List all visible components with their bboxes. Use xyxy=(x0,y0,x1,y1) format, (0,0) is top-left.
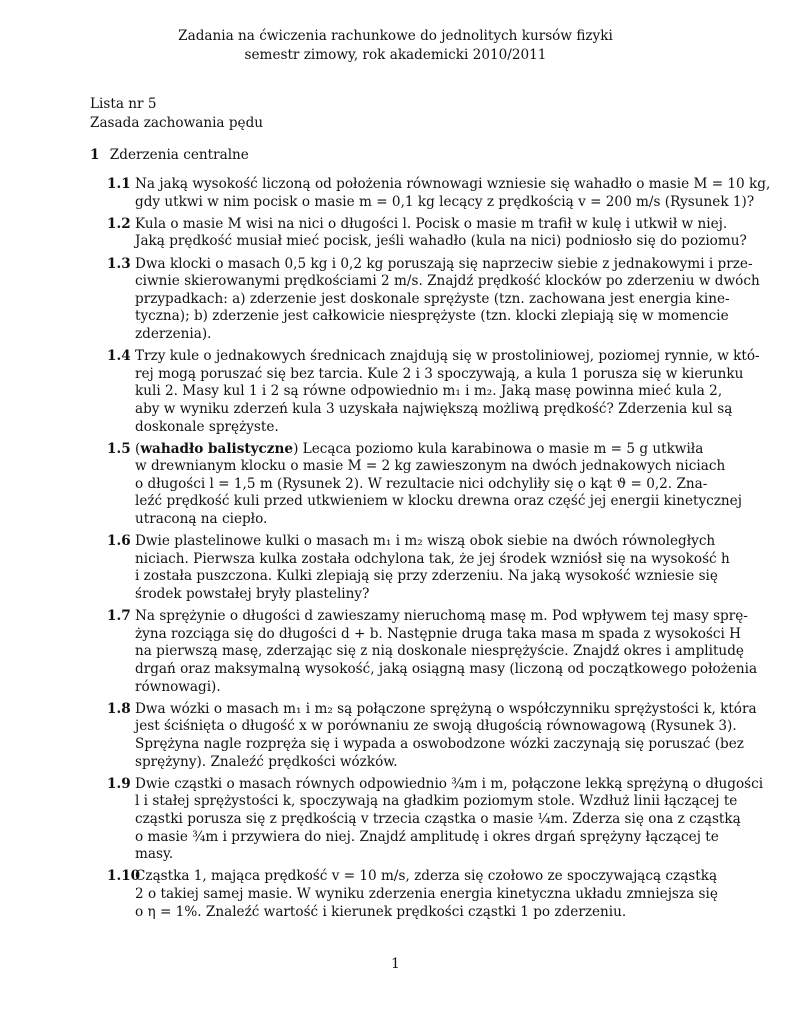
problem-item xyxy=(90,440,742,529)
problem-text-line: o η = 1%. Znaleźć wartość i kierunek prędkości cząstki 1 po zderzeniu. xyxy=(135,903,627,920)
problem-text-line: żyna rozciąga się do długości d + b. Następnie druga taka masa m spada z wysokości H xyxy=(135,625,742,642)
problem-text-line: przypadkach: a) zderzenie jest doskonale sprężyste (tzn. zachowana jest energia kine- xyxy=(135,290,730,307)
problem-text-line: ciwnie skierowanymi prędkościami 2 m/s. Znajdź prędkość klocków po zderzeniu w dwóch xyxy=(135,273,760,290)
problem-text-line: aby w wyniku zderzeń kula 3 uzyskała największą możliwą prędkość? Zderzenia kul są xyxy=(135,400,733,417)
problem-item xyxy=(90,608,758,696)
problem-list xyxy=(90,176,771,926)
problem-text-line: na pierwszą masę, zderzając się z nią doskonale niesprężyście. Znajdź okres i amplitudę xyxy=(135,643,744,660)
problem-number: 1.1 xyxy=(107,176,131,192)
problem-number: 1.7 xyxy=(107,608,131,625)
problem-number: 1.9 xyxy=(107,775,131,792)
problem-text-line: Sprężyna nagle rozpręża się i wypada a oswobodzone wózki zaczynają się poruszać (bez xyxy=(135,735,744,752)
problem-text-line: Na jaką wysokość liczoną od położenia równowagi wzniesie się wahadło o masie M = 10 kg, xyxy=(135,176,771,192)
problem-text-line: niciach. Pierwsza kulka została odchylona tak, że jej środek wzniósł się na wysokość h xyxy=(135,550,730,567)
problem-item xyxy=(90,533,730,603)
problem-item xyxy=(90,215,747,251)
problem-text-line: o masie ¾m i przywiera do niej. Znajdź amplitudę i okres drgań sprężyny łączącej te xyxy=(135,828,719,845)
problem-text xyxy=(135,868,718,921)
list-subject: Zasada zachowania pędu xyxy=(90,115,264,131)
problem-text-line: Dwa klocki o masach 0,5 kg i 0,2 kg poruszają się naprzeciw siebie z jednakowymi i prze- xyxy=(135,255,753,272)
problem-text-line: rej mogą poruszać się bez tarcia. Kule 2 i 3 spoczywają, a kula 1 porusza się w kierunku xyxy=(135,365,744,382)
problem-text xyxy=(135,215,747,251)
problem-text-line: Dwie cząstki o masach równych odpowiednio ¾m i m, połączone lekką sprężyną o długości xyxy=(135,775,764,792)
problem-text-line: Na sprężynie o długości d zawieszamy nieruchomą masę m. Pod wpływem tej masy sprę- xyxy=(135,608,748,625)
problem-number: 1.3 xyxy=(107,255,131,272)
problem-text-line: utraconą na ciepło. xyxy=(135,511,268,528)
header-line-2: semestr zimowy, rok akademicki 2010/2011 xyxy=(244,47,547,63)
problem-text-line: l i stałej sprężystości k, spoczywają na gładkim poziomym stole. Wzdłuż linii łączącej te xyxy=(135,793,738,810)
problem-text xyxy=(135,348,760,436)
document-header xyxy=(0,27,791,65)
problem-text-line: Jaką prędkość musiał mieć pocisk, jeśli wahadło (kula na nici) podniosło się do poziomu? xyxy=(135,233,747,250)
problem-text-line: środek powstałej bryły plasteliny? xyxy=(135,586,370,603)
problem-number: 1.5 xyxy=(107,440,131,457)
problem-text-line: masy. xyxy=(135,846,174,863)
problem-number: 1.4 xyxy=(107,348,131,365)
problem-item xyxy=(90,775,764,864)
problem-number: 1.2 xyxy=(107,215,131,232)
page-number: 1 xyxy=(391,956,400,972)
problem-text-line: sprężyny). Znaleźć prędkości wózków. xyxy=(135,753,398,770)
problem-text xyxy=(135,700,757,771)
problem-text xyxy=(135,608,758,696)
section-title: Zderzenia centralne xyxy=(109,147,249,163)
problem-text xyxy=(135,440,742,529)
problem-item xyxy=(90,700,757,771)
problem-text xyxy=(135,255,760,344)
problem-text-line: Cząstka 1, mająca prędkość v = 10 m/s, zderza się czołowo ze spoczywającą cząstką xyxy=(135,868,718,885)
problem-number: 1.10 xyxy=(107,868,141,885)
header-line-1: Zadania na ćwiczenia rachunkowe do jednolitych kursów fizyki xyxy=(178,28,613,44)
problem-text-line: równowagi). xyxy=(135,678,221,695)
list-number: Lista nr 5 xyxy=(90,96,157,112)
problem-item xyxy=(90,176,771,211)
problem-text-line: Dwie plastelinowe kulki o masach m₁ i m₂ wiszą obok siebie na dwóch równoległych xyxy=(135,533,716,550)
bold-term: wahadło balistyczne xyxy=(140,440,294,457)
problem-text-line: 2 o takiej samej masie. W wyniku zderzenia energia kinetyczna układu zmniejsza się xyxy=(135,885,718,902)
problem-text-line: doskonale sprężyste. xyxy=(135,418,279,435)
problem-text-line: w drewnianym klocku o masie M = 2 kg zawieszonym na dwóch jednakowych niciach xyxy=(135,458,726,475)
problem-text-line: cząstki porusza się z prędkością v trzecia cząstka o masie ¼m. Zderza się ona z cząstką xyxy=(135,810,741,827)
problem-item xyxy=(90,255,760,344)
problem-text-line: gdy utkwi w nim pocisk o masie m = 0,1 kg lecący z prędkością v = 200 m/s (Rysunek 1)? xyxy=(135,193,755,210)
problem-text-line: zderzenia). xyxy=(135,325,212,342)
problem-text-line: Kula o masie M wisi na nici o długości l. Pocisk o masie m trafił w kulę i utkwił w niej. xyxy=(135,215,728,232)
problem-text-line: jest ściśnięta o długość x w porównaniu ze swoją długością równowagową (Rysunek 3). xyxy=(135,718,737,735)
problem-item xyxy=(90,348,760,436)
problem-text-line: kuli 2. Masy kul 1 i 2 są równe odpowiednio m₁ i m₂. Jaką masę powinna mieć kula 2, xyxy=(135,383,723,400)
problem-text-line: leźć prędkość kuli przed utkwieniem w klocku drewna oraz część jej energii kinetycznej xyxy=(135,493,742,510)
problem-text-line: drgań oraz maksymalną wysokość, jaką osiągną masy (liczoną od początkowego położenia xyxy=(135,661,758,677)
list-info xyxy=(90,95,263,133)
problem-text-line: o długości l = 1,5 m (Rysunek 2). W rezultacie nici odchyliły się o kąt ϑ = 0,2. Zna- xyxy=(135,475,708,492)
problem-text-line: Dwa wózki o masach m₁ i m₂ są połączone sprężyną o współczynniku sprężystości k, która xyxy=(135,700,757,717)
section-heading xyxy=(90,146,249,165)
problem-item xyxy=(90,868,718,921)
section-number: 1 xyxy=(90,147,100,163)
problem-text xyxy=(135,176,771,211)
problem-text-line: Trzy kule o jednakowych średnicach znajdują się w prostoliniowej, poziomej rynnie, w któ- xyxy=(135,348,760,365)
problem-text xyxy=(135,775,764,864)
problem-text-line: tyczna); b) zderzenie jest całkowicie niesprężyste (tzn. klocki zlepiają się w momencie xyxy=(135,308,729,325)
problem-text-line: i została puszczona. Kulki zlepiają się przy zderzeniu. Na jaką wysokość wzniesie się xyxy=(135,568,718,585)
problem-text-line: (wahadło balistyczne) Lecąca poziomo kula karabinowa o masie m = 5 g utkwiła xyxy=(135,440,704,457)
problem-number: 1.8 xyxy=(107,700,131,717)
problem-number: 1.6 xyxy=(107,533,131,550)
problem-text xyxy=(135,533,730,603)
